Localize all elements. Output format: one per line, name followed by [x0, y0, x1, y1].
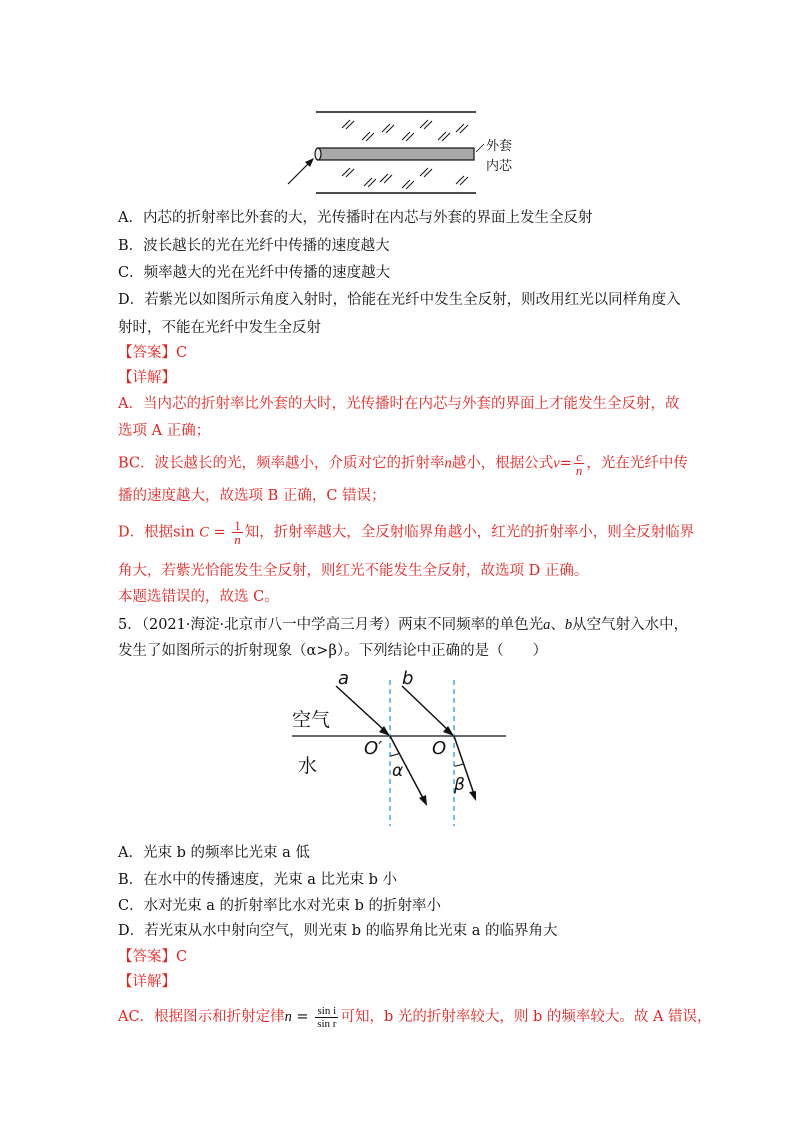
q4-explanation-a-line2: 选项 A 正确；	[118, 423, 211, 439]
q5-option-b: B．在水中的传播速度，光束 a 比光束 b 小	[118, 872, 398, 888]
q4-option-b: B．波长越长的光在光纤中传播的速度越大	[118, 238, 390, 254]
label-ray-a: a	[338, 668, 350, 689]
answer-value: C	[176, 949, 188, 965]
q4-option-d-line1: D．若紫光以如图所示角度入射时，恰能在光纤中发生全反射，则改用红光以同样角度入	[118, 292, 681, 308]
label-inner-core: 内芯	[486, 159, 513, 174]
answer-label: 【答案】	[118, 949, 176, 965]
fiber-core	[318, 148, 474, 160]
angle-alpha-arc	[390, 753, 400, 756]
var-n: n	[284, 1009, 292, 1025]
var-a: a	[543, 617, 551, 633]
cladding-hatching-bottom	[342, 168, 468, 189]
frac-denominator: n	[234, 532, 241, 547]
text-segment: 、	[550, 617, 565, 633]
text-segment: BC．波长越长的光，频率越小，介质对它的折射率	[118, 455, 445, 472]
fraction-1-over-n	[232, 519, 243, 546]
q4-detail-label: 【详解】	[118, 370, 176, 386]
fraction-sini-over-sinr	[315, 1005, 338, 1030]
q4-explanation-bc-line1	[118, 450, 688, 477]
text-segment: ，光在光纤中传	[586, 455, 688, 472]
q4-answer	[118, 343, 688, 363]
text-segment: 知，折射率越大，全反射临界角越小，红光的折射率小，则全反射临界	[244, 524, 695, 541]
incident-ray	[288, 162, 310, 184]
label-point-o-prime: O′	[364, 738, 383, 759]
ray-b-refracted-arrowhead	[469, 791, 476, 801]
var-v: v	[553, 455, 560, 472]
outer-label-leader	[476, 144, 484, 152]
q4-explanation-d-line1	[118, 518, 695, 547]
q4-option-a: A．内芯的折射率比外套的大，光传播时在内芯与外套的界面上发生全反射	[118, 210, 593, 226]
ray-a-incident	[336, 686, 384, 730]
equals-sign: =	[559, 455, 572, 472]
q4-explanation-bc-line2: 播的速度越大，故选项 B 正确，C 错误；	[118, 488, 386, 504]
angle-beta-arc	[454, 764, 463, 766]
text-segment: 可知，b 光的折射率较大，则 b 的频率较大。故 A 错误，	[340, 1009, 712, 1025]
q4-conclusion: 本题选错误的，故选 C。	[118, 589, 279, 605]
q4-explanation-d-line2: 角大，若紫光恰能发生全反射，则红光不能发生全反射，故选项 D 正确。	[118, 563, 589, 579]
frac-numerator: 1	[234, 518, 241, 533]
text-segment: 5．（2021·海淀·北京市八一中学高三月考）两束不同频率的单色光	[118, 617, 544, 633]
q5-option-d: D．若光束从水中射向空气，则光束 b 的临界角比光束 a 的临界角大	[118, 923, 558, 939]
label-outer-cladding: 外套	[486, 139, 513, 154]
answer-label: 【答案】	[118, 345, 176, 361]
label-angle-beta: β	[454, 775, 465, 795]
var-n: n	[444, 455, 452, 472]
q5-stem-line2: 发生了如图所示的折射现象（α>β）。下列结论中正确的是（ ）	[118, 643, 548, 659]
text-segment: D．根据	[118, 524, 174, 541]
text-segment: 从空气射入水中，	[572, 617, 689, 633]
label-water: 水	[298, 755, 318, 777]
q5-option-c: C．水对光束 a 的折射率比水对光束 b 的折射率小	[118, 898, 441, 914]
q5-stem-line1	[118, 615, 688, 635]
equals-sign: =	[291, 1009, 314, 1025]
label-ray-b: b	[402, 668, 414, 689]
q4-option-d-line2: 射时，不能在光纤中发生全反射	[118, 320, 321, 336]
ray-a-refracted-arrowhead	[419, 795, 427, 806]
q4-option-c: C．频率越大的光在光纤中传播的速度越大	[118, 265, 391, 281]
fiber-core-end	[315, 148, 321, 160]
q5-answer	[118, 947, 688, 967]
fraction-c-over-n	[574, 450, 585, 477]
frac-numerator: c	[574, 450, 585, 464]
label-point-o: O	[432, 738, 447, 759]
refraction-figure	[280, 660, 530, 830]
frac-denominator: sin r	[317, 1017, 337, 1030]
frac-denominator: n	[575, 463, 583, 478]
q5-explanation-ac	[118, 1004, 712, 1030]
q5-option-a: A．光束 b 的频率比光束 a 低	[118, 845, 310, 861]
var-b: b	[564, 617, 573, 633]
q4-explanation-a-line1: A．当内芯的折射率比外套的大时，光传播时在内芯与外套的界面上才能发生全反射，故	[118, 396, 680, 412]
text-segment: AC．根据图示和折射定律	[118, 1009, 285, 1025]
answer-value: C	[176, 345, 188, 361]
ray-b-incident	[402, 686, 448, 730]
equals-sign: =	[208, 524, 231, 541]
label-angle-alpha: α	[392, 761, 404, 781]
optical-fiber-figure	[280, 104, 540, 200]
var-C: C	[199, 524, 209, 541]
cladding-hatching-top	[342, 120, 468, 141]
q5-detail-label: 【详解】	[118, 974, 176, 990]
sin-function: sin	[173, 524, 195, 541]
label-air: 空气	[292, 709, 331, 731]
text-segment: 越小，根据公式	[451, 455, 554, 472]
frac-numerator: sin i	[315, 1005, 338, 1018]
